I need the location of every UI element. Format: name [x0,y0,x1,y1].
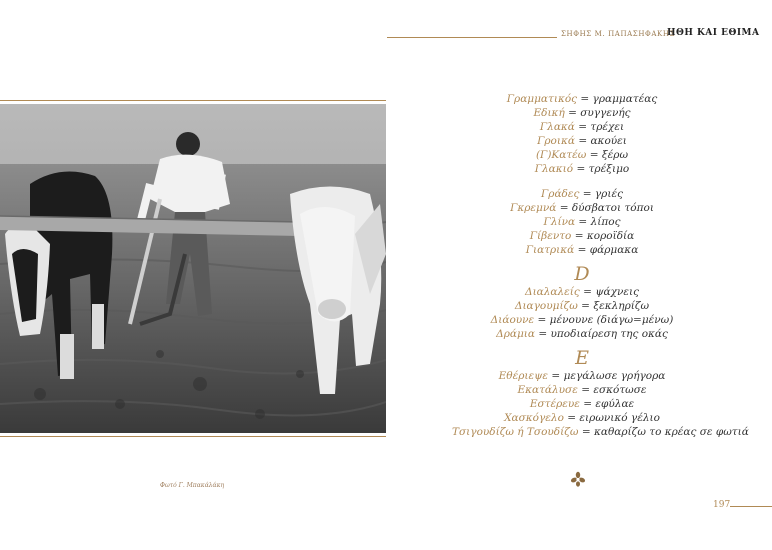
equals-sign: = [559,202,569,214]
glossary-meaning: ξέρω [601,149,629,161]
glossary-term: Γλακιό [534,163,574,175]
glossary-entry [452,285,712,299]
equals-sign: = [582,188,592,200]
header-book-title: ΗΘΗ ΚΑΙ ΕΘΙΜΑ [667,28,760,38]
equals-sign: = [578,216,588,228]
equals-sign: = [537,314,547,326]
glossary-entry [452,425,749,439]
glossary-entry [452,187,712,201]
glossary-entry [452,148,712,162]
equals-sign: = [538,328,548,340]
page-number: 197 [713,500,731,510]
glossary-meaning: ειρωνικό γέλιο [579,412,660,424]
glossary-meaning: κοροϊδία [586,230,635,242]
glossary-meaning: καθαρίζω το κρέας σε φωτιά [594,426,749,438]
equals-sign: = [581,300,590,312]
equals-sign: = [580,93,590,105]
glossary-meaning: ψάχνεις [595,286,640,298]
glossary-term: Εδική [533,107,565,119]
glossary-entry [452,162,712,176]
glossary-term: Εκατάλυσε [517,384,578,396]
photo-top-rule [0,100,386,101]
glossary-term: Χασκόγελο [504,412,564,424]
glossary-meaning: εφύλαε [595,398,635,410]
glossary-entry [452,299,712,313]
glossary-term: Γλίνα [543,216,576,228]
glossary-meaning: λίπος [590,216,621,228]
glossary-term: Τσιγουδίζω ή Τσουδίζω [452,426,579,438]
glossary-meaning: υποδιαίρεση της οκάς [550,328,668,340]
glossary-term: Γκρεμνά [510,202,557,214]
glossary-group [452,187,712,257]
glossary-meaning: συγγενής [580,107,631,119]
glossary-term: Γλακά [539,121,575,133]
glossary-entry [452,229,712,243]
glossary-entry [452,120,712,134]
photo-bottom-rule [0,436,386,437]
glossary-meaning: εσκότωσε [593,384,647,396]
equals-sign: = [589,149,599,161]
equals-sign: = [578,121,588,133]
glossary-meaning: τρέχει [590,121,625,133]
equals-sign: = [568,107,577,119]
equals-sign: = [576,163,586,175]
glossary-meaning: τρέξιμο [588,163,630,175]
glossary-entry [452,383,712,397]
equals-sign: = [574,230,584,242]
equals-sign: = [577,244,587,256]
glossary-entry [452,327,712,341]
glossary-meaning: γριές [594,188,623,200]
equals-sign: = [578,135,588,147]
glossary-meaning: φάρμακα [589,244,639,256]
glossary-meaning: δύσβατοι τόποι [571,202,654,214]
header-author: ΣΗΦΗΣ Μ. ΠΑΠΑΣΗΦΑΚΗΣ [561,30,676,38]
glossary-meaning: μένουνε (διάγω=μένω) [549,314,674,326]
glossary-group [452,264,712,341]
glossary-meaning: ξεκληρίζω [593,300,650,312]
glossary-term: Γροικά [537,135,575,147]
equals-sign: = [581,384,590,396]
equals-sign: = [551,370,561,382]
section-letter: D [574,263,590,285]
glossary-entry [452,106,712,120]
floral-ornament-icon [570,471,586,487]
glossary-term: (Γ)Κατέω [535,149,587,161]
glossary-entry [452,411,712,425]
equals-sign: = [583,286,592,298]
glossary-meaning: μεγάλωσε γρήγορα [563,370,666,382]
glossary-entry [452,243,712,257]
equals-sign: = [567,412,577,424]
glossary-entry [452,369,712,383]
glossary-entry [452,215,712,229]
glossary-term: Γραμματικός [506,93,578,105]
glossary-term: Διαλαλείς [524,286,580,298]
glossary-group [452,347,749,439]
glossary-entry [452,397,712,411]
glossary-entry [452,134,712,148]
glossary-meaning: γραμματέας [592,93,658,105]
page-number-rule [730,506,772,507]
header-rule [387,37,557,38]
glossary-meaning: ακούει [590,135,627,147]
glossary-term: Γιατρικά [525,244,575,256]
glossary-term: Γίβεντο [529,230,572,242]
glossary-term: Εστέρευε [529,398,580,410]
equals-sign: = [581,426,591,438]
glossary-entry [452,92,712,106]
glossary-term: Δράμια [496,328,536,340]
glossary-term: Εθέριεψε [498,370,549,382]
equals-sign: = [583,398,593,410]
glossary-term: Διαγουμίζω [514,300,578,312]
glossary-entry [452,313,712,327]
glossary-group [452,92,712,176]
glossary-entry [452,201,712,215]
glossary [452,92,749,450]
glossary-term: Γράδες [541,188,580,200]
section-letter: E [575,347,589,369]
photo-caption: Φωτό Γ. Μπακάλάκη [160,482,225,489]
plowing-photo [0,104,386,433]
glossary-term: Διάουνε [490,314,535,326]
